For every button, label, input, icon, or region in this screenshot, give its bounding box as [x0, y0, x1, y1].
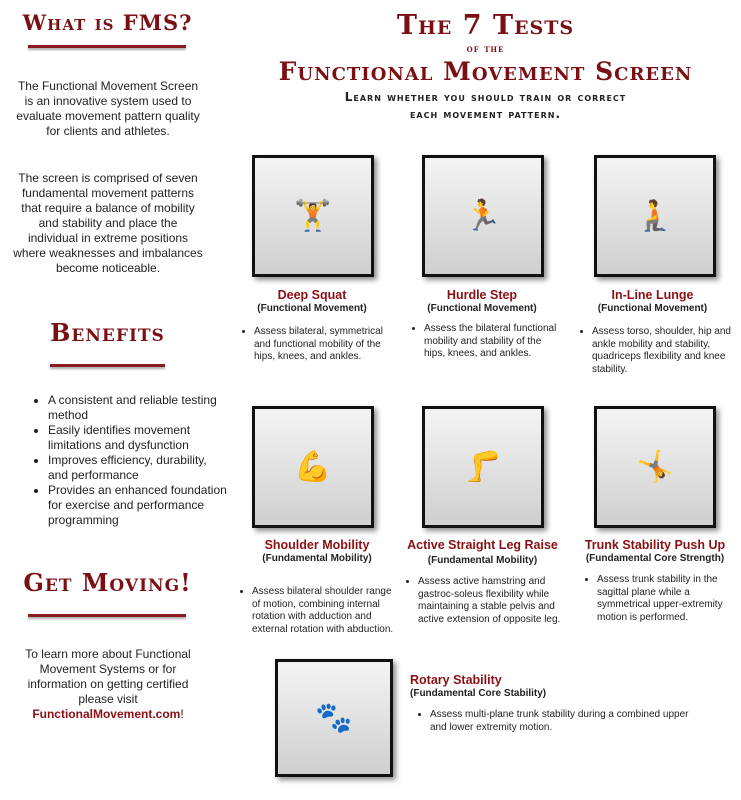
- test-card-inline-lunge: [570, 288, 735, 376]
- test-category: (Functional Movement): [597, 303, 708, 314]
- test-description: • Assess trunk stability in the sagittal plane while a symmetrical upper-extremity motion is performed.: [597, 574, 735, 624]
- test-card-trunk-stability-push-up: [575, 538, 735, 624]
- test-title: Shoulder Mobility: [264, 538, 370, 552]
- benefit-item: • Provides an enhanced foundation for exercise and performance programming: [48, 483, 228, 528]
- what-is-fms-heading: What is FMS?: [22, 10, 193, 35]
- what-is-fms-text-2: The screen is comprised of seven fundamental movement patterns that require a balance of mobility and stability and place the individual in extreme positions where weaknesses and imbalances become noticeable.: [13, 171, 203, 275]
- active-straight-leg-raise-photo: 🦵: [422, 406, 544, 528]
- deep-squat-photo: 🏋: [252, 155, 374, 277]
- exclamation: !: [180, 707, 184, 721]
- rotary-stability-photo: 🐾: [275, 659, 393, 777]
- test-title: Active Straight Leg Raise: [407, 538, 558, 552]
- divider: [50, 364, 165, 367]
- test-card-shoulder-mobility: [232, 538, 402, 636]
- test-category: (Functional Movement): [427, 303, 537, 314]
- test-card-deep-squat: [232, 288, 392, 364]
- trunk-stability-pushup-photo: 🤸: [594, 406, 716, 528]
- test-description: • Assess multi-plane trunk stability during a combined upper and lower extremity motion.: [430, 709, 700, 734]
- what-is-fms-text: The Functional Movement Screen is an innovative system used to evaluate movement pattern quality for clients and athletes.: [16, 79, 200, 138]
- test-category: (Fundamental Core Strength): [585, 553, 725, 564]
- subtitle-line-1: Learn whether you should train or correct: [344, 90, 627, 104]
- test-description: • Assess the bilateral functional mobility and stability of the hips, knees, and ankles.: [424, 323, 562, 361]
- inline-lunge-photo: 🧎: [594, 155, 716, 277]
- test-category: (Fundamental Mobility): [262, 553, 372, 564]
- main-title-fms: Functional Movement Screen: [278, 57, 693, 86]
- functionalmovement-link[interactable]: FunctionalMovement.com: [32, 707, 181, 721]
- get-moving-text: [12, 647, 204, 722]
- benefit-item: • A consistent and reliable testing method: [48, 393, 228, 423]
- divider: [28, 45, 186, 48]
- test-card-hurdle-step: [402, 288, 562, 361]
- test-card-active-straight-leg-raise: [400, 538, 565, 626]
- benefits-list: [36, 393, 228, 528]
- subtitle: [230, 90, 741, 121]
- get-moving-heading: Get Moving!: [23, 568, 192, 597]
- get-moving-body: To learn more about Functional Movement Systems or for information on getting certified please visit: [25, 647, 191, 706]
- test-title: Rotary Stability: [410, 673, 502, 687]
- test-category: (Functional Movement): [257, 303, 367, 314]
- benefit-item: • Easily identifies movement limitations and dysfunction: [48, 423, 228, 453]
- test-title: Trunk Stability Push Up: [584, 538, 726, 552]
- subtitle-line-2: each movement pattern.: [409, 107, 562, 121]
- test-title: In-Line Lunge: [611, 288, 694, 302]
- test-category: (Fundamental Core Stability): [410, 688, 547, 699]
- hurdle-step-photo: 🏃: [422, 155, 544, 277]
- test-description: • Assess torso, shoulder, hip and ankle mobility and stability, quadriceps flexibility and knee stability.: [592, 326, 735, 376]
- benefit-item: • Improves efficiency, durability, and performance: [48, 453, 228, 483]
- test-card-rotary-stability: [410, 673, 700, 734]
- main-title-of-the: of the: [466, 44, 505, 55]
- test-description: • Assess active hamstring and gastroc-soleus flexibility while maintaining a stable pelvis and active extension of opposite leg.: [418, 576, 565, 626]
- test-category: (Fundamental Mobility): [427, 555, 538, 566]
- benefits-heading: Benefits: [50, 318, 165, 347]
- divider: [28, 614, 186, 617]
- test-title: Hurdle Step: [446, 288, 518, 302]
- test-description: • Assess bilateral shoulder range of motion, combining internal rotation with adduction and external rotation with abduction.: [252, 586, 402, 636]
- shoulder-mobility-photo: 💪: [252, 406, 374, 528]
- test-title: Deep Squat: [277, 288, 347, 302]
- main-title: The 7 Tests: [396, 10, 575, 41]
- test-description: • Assess bilateral, symmetrical and functional mobility of the hips, knees, and ankles.: [254, 326, 392, 364]
